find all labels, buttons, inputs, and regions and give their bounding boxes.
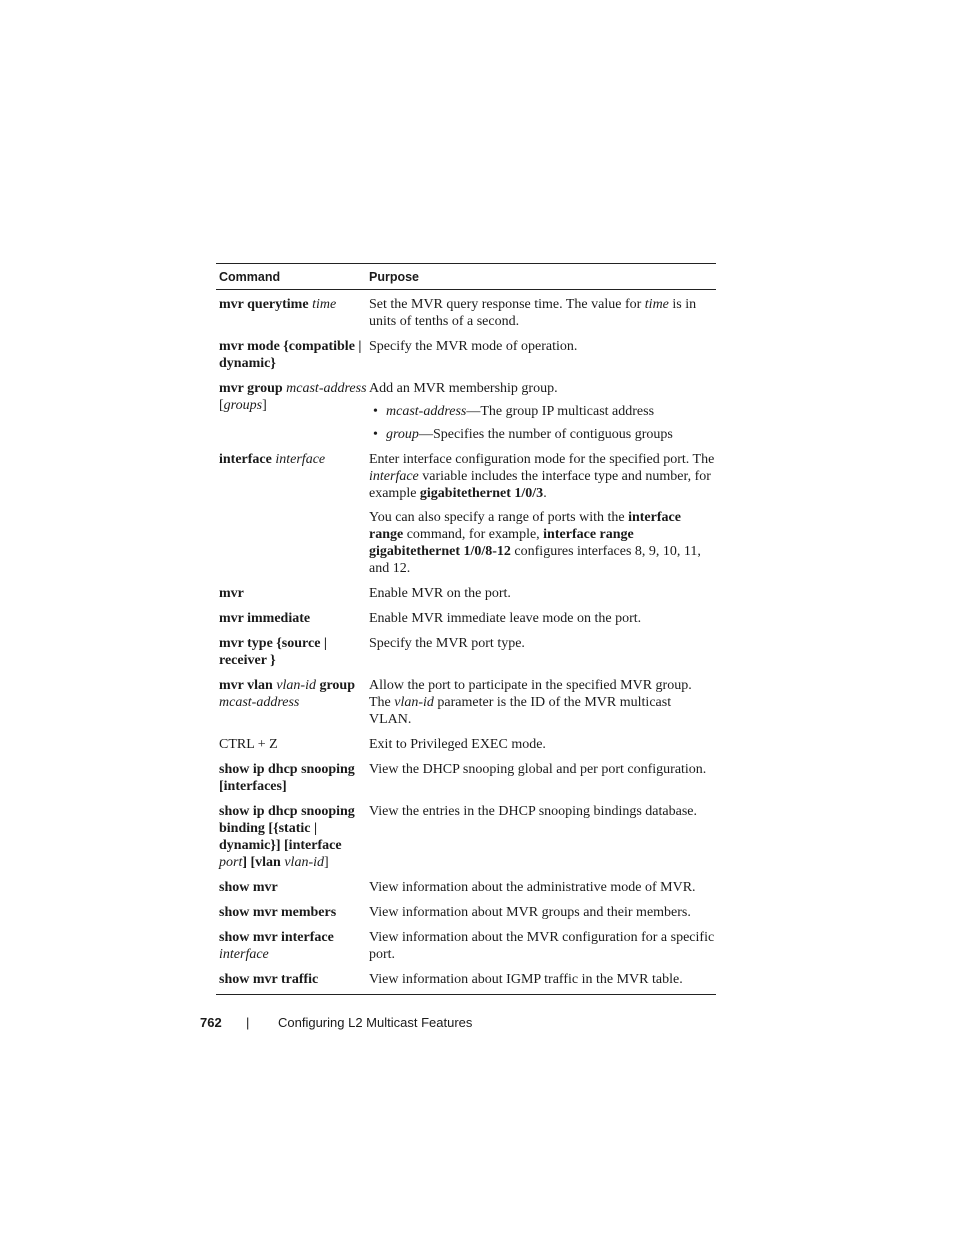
purpose-cell xyxy=(369,451,716,577)
command-cell: mvr type {source | receiver } xyxy=(219,636,328,668)
table-row xyxy=(216,296,716,330)
table-row xyxy=(216,627,716,669)
command-cell: mvr querytime time xyxy=(219,297,337,312)
list-item: • mcast-address—The group IP multicast address xyxy=(373,404,655,419)
table-row xyxy=(216,443,716,577)
table-row xyxy=(216,871,716,896)
table-row xyxy=(216,602,716,627)
table-row xyxy=(216,921,716,963)
purpose-cell: View information about the administrative mode of MVR. xyxy=(369,880,696,895)
command-cell: interface interface xyxy=(219,452,326,467)
purpose-cell: Enable MVR on the port. xyxy=(369,586,511,601)
header-command: Command xyxy=(219,270,281,284)
command-cell: show ip dhcp snooping [interfaces] xyxy=(219,762,355,794)
table-row xyxy=(216,372,716,443)
command-cell: mvr vlan vlan-id group mcast-address xyxy=(219,678,356,710)
table-row xyxy=(216,577,716,602)
purpose-text: Add an MVR membership group. xyxy=(369,381,558,396)
footer-separator: | xyxy=(246,1015,250,1030)
purpose-text: Enter interface configuration mode for the specified port. The interface variable includes the interface type and number, for example gigabitethernet 1/0/3. xyxy=(369,452,715,501)
command-cell: show mvr traffic xyxy=(219,972,319,987)
header-purpose: Purpose xyxy=(369,270,420,284)
purpose-cell: Specify the MVR mode of operation. xyxy=(369,339,578,354)
purpose-cell: Specify the MVR port type. xyxy=(369,636,525,651)
command-cell: show mvr members xyxy=(219,905,337,920)
table-row xyxy=(216,669,716,728)
table-row xyxy=(216,753,716,795)
table-row xyxy=(216,330,716,372)
table-header xyxy=(216,264,716,290)
purpose-cell xyxy=(369,380,716,443)
page-number: 762 xyxy=(200,1015,222,1030)
table-row xyxy=(216,963,716,994)
command-cell: mvr mode {compatible | dynamic} xyxy=(219,339,362,371)
command-cell: mvr group mcast-address [groups] xyxy=(219,381,367,413)
table-row xyxy=(216,896,716,921)
purpose-cell: View information about MVR groups and their members. xyxy=(369,905,691,920)
purpose-cell: Enable MVR immediate leave mode on the port. xyxy=(369,611,642,626)
command-cell: mvr immediate xyxy=(219,611,311,626)
purpose-cell: Set the MVR query response time. The value for time is in units of tenths of a second. xyxy=(369,297,697,329)
purpose-text: You can also specify a range of ports with the interface range command, for example, interface range gigabitethernet 1/0/8-12 configures interfaces 8, 9, 10, 11, and 12. xyxy=(369,510,701,576)
table-row xyxy=(216,728,716,753)
chapter-title: Configuring L2 Multicast Features xyxy=(278,1015,473,1030)
purpose-cell: Exit to Privileged EXEC mode. xyxy=(369,737,546,752)
command-cell: CTRL + Z xyxy=(219,737,278,752)
command-cell: mvr xyxy=(219,586,244,601)
purpose-cell: View information about the MVR configuration for a specific port. xyxy=(369,930,715,962)
purpose-cell: View information about IGMP traffic in the MVR table. xyxy=(369,972,683,987)
command-cell: show mvr interface interface xyxy=(219,930,334,962)
list-item: • group—Specifies the number of contiguous groups xyxy=(373,427,673,442)
purpose-cell: View the DHCP snooping global and per port configuration. xyxy=(369,762,707,777)
command-cell: show ip dhcp snooping binding [{static | dynamic}] [interface port] [vlan vlan-id] xyxy=(219,804,355,870)
purpose-cell: Allow the port to participate in the specified MVR group. The vlan-id parameter is the ID of the MVR multicast VLAN. xyxy=(369,678,692,727)
command-cell: show mvr xyxy=(219,880,278,895)
purpose-cell: View the entries in the DHCP snooping bindings database. xyxy=(369,804,697,819)
command-table xyxy=(216,263,716,995)
table-row xyxy=(216,795,716,871)
